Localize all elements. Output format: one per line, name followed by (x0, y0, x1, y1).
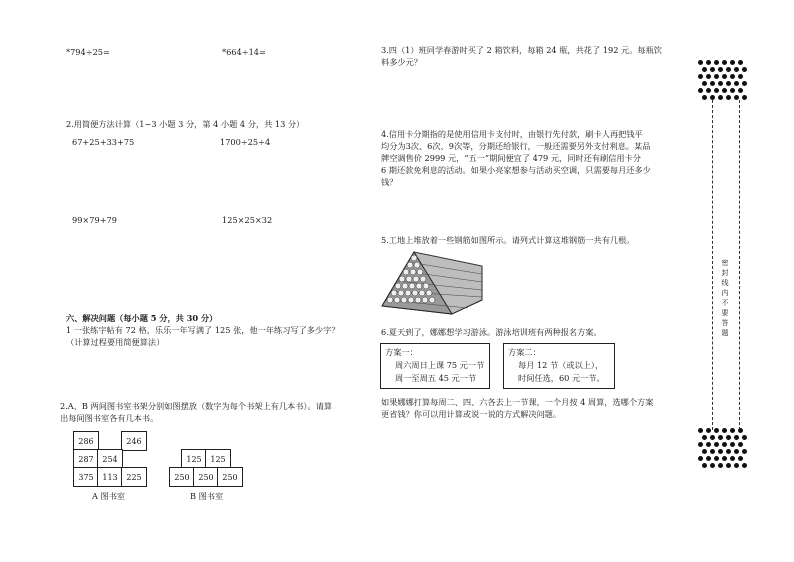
binding-dot (702, 449, 707, 454)
binding-dot (702, 67, 707, 72)
binding-dot (722, 88, 727, 93)
binding-dot (734, 435, 739, 440)
problem-3-line-1: 3.四（1）班同学春游时买了 2 箱饮料，每箱 24 瓶，共花了 192 元。每瓶饮 (381, 45, 662, 55)
problem-1-line-1: 1 一张练字帖有 72 格，乐乐一年写满了 125 张，他一年练习写了多少字？ (66, 325, 340, 335)
binding-dot (718, 463, 723, 468)
binding-dot (726, 81, 731, 86)
shelf-cell: 113 (97, 467, 123, 487)
binding-dot (702, 435, 707, 440)
binding-dot (710, 81, 715, 86)
binding-dot (726, 67, 731, 72)
problem-2-line-1: 2.A、B 两间图书室书架分别如图摆放（数字为每个书架上有几本书）。请算 (60, 401, 333, 411)
q2-item-1: 67+25+33+75 (72, 137, 135, 147)
problem-4-line-3: 牌空调售价 2999 元，“五一”期间便宜了 479 元，同时还有刷信用卡分 (381, 153, 641, 163)
binding-dot (742, 81, 747, 86)
binding-dot (734, 95, 739, 100)
binding-dot (742, 67, 747, 72)
binding-dot (698, 74, 703, 79)
binding-dot (742, 435, 747, 440)
shelf-cell: 250 (169, 467, 195, 487)
problem-1-line-2: （计算过程要用简便算法） (66, 337, 165, 347)
binding-dot (734, 449, 739, 454)
binding-dot (718, 449, 723, 454)
library-a-caption: A 图书室 (92, 491, 126, 501)
q2-item-4: 125×25×32 (222, 215, 273, 225)
problem-6-question-1: 如果娜娜打算每周二、四、六各去上一节课，一个月按 4 周算，选哪个方案 (381, 397, 654, 407)
section-6-title: 六、解决问题（每小题 5 分，共 30 分） (66, 313, 218, 323)
binding-dot (718, 95, 723, 100)
shelf-cell: 250 (193, 467, 219, 487)
binding-dot (738, 456, 743, 461)
binding-dot (730, 442, 735, 447)
binding-dot (714, 60, 719, 65)
plan-2-line-1: 每月 12 节（或以上）， (518, 360, 604, 370)
binding-dot (710, 463, 715, 468)
problem-4-line-1: 4.信用卡分期指的是使用信用卡支付时，由银行先付款，刷卡人再把钱平 (381, 129, 643, 139)
binding-dot (730, 74, 735, 79)
binding-dot (706, 428, 711, 433)
problem-4-line-5: 钱？ (381, 177, 398, 187)
shelf-cell: 125 (205, 449, 231, 469)
binding-dot (698, 442, 703, 447)
shelf-cell: 375 (73, 467, 99, 487)
q2-item-2: 1700÷25÷4 (220, 137, 271, 147)
shelf-cell: 254 (97, 449, 123, 469)
plan-1-box (380, 343, 490, 389)
steel-bar-pile-illustration (378, 244, 486, 316)
binding-dot (730, 88, 735, 93)
binding-dot (698, 60, 703, 65)
binding-dot (722, 74, 727, 79)
binding-dot (714, 456, 719, 461)
plan-2-line-2: 时间任选，60 元一节。 (518, 373, 605, 383)
binding-dot (714, 428, 719, 433)
plan-2-title: 方案二： (508, 347, 541, 357)
plan-1-title: 方案一： (385, 347, 418, 357)
binding-dot (738, 74, 743, 79)
binding-dot (710, 449, 715, 454)
binding-dot (722, 456, 727, 461)
binding-dot (722, 428, 727, 433)
binding-dot (706, 88, 711, 93)
binding-dot (706, 442, 711, 447)
binding-dot (698, 428, 703, 433)
plan-1-line-2: 周一至周五 45 元一节 (395, 373, 477, 383)
binding-dot (718, 435, 723, 440)
binding-dot (738, 442, 743, 447)
binding-dot (710, 67, 715, 72)
binding-dot (702, 95, 707, 100)
binding-dot (702, 463, 707, 468)
problem-3-line-2: 料多少元？ (381, 57, 422, 67)
binding-dot (742, 449, 747, 454)
binding-dot (734, 67, 739, 72)
binding-dot (726, 95, 731, 100)
shelf-cell: 125 (181, 449, 207, 469)
problem-6-line-1: 6.夏天到了，娜娜想学习游泳。游泳培训班有两种报名方案。 (381, 327, 602, 337)
binding-dot (710, 435, 715, 440)
binding-dot (742, 463, 747, 468)
binding-dot (714, 88, 719, 93)
binding-dots-bottom (698, 428, 748, 472)
binding-dot (718, 67, 723, 72)
binding-dot (706, 60, 711, 65)
q2-item-3: 99×79+79 (72, 215, 117, 225)
binding-dot (734, 463, 739, 468)
shelf-cell: 287 (73, 449, 99, 469)
plan-1-line-1: 周六周日上课 75 元一节 (395, 360, 485, 370)
binding-dot (730, 456, 735, 461)
binding-dot (738, 88, 743, 93)
binding-dot (742, 95, 747, 100)
plan-2-box (503, 343, 615, 389)
library-b-caption: B 图书室 (190, 491, 224, 501)
shelf-cell: 250 (217, 467, 243, 487)
problem-4-line-4: 6 期还款免利息的活动。如果小亮家想参与活动买空调，只需要每月还多少 (381, 165, 651, 175)
binding-dot (738, 60, 743, 65)
shelf-cell: 246 (121, 431, 147, 451)
shelf-cell: 286 (73, 431, 99, 451)
binding-dot (726, 435, 731, 440)
calc-item-a: *794÷25= (66, 47, 110, 57)
binding-dot (726, 463, 731, 468)
binding-dot (698, 456, 703, 461)
binding-dot (714, 442, 719, 447)
problem-6-question-2: 更省钱？你可以用计算或说一说的方式解决问题。 (381, 409, 562, 419)
problem-2-line-2: 出每间图书室各有几本书。 (60, 413, 159, 423)
binding-dot (702, 81, 707, 86)
problem-4-line-2: 均分为3次、6次、9次等，分期还给银行，一般还需要另外支付利息。某品 (381, 141, 651, 151)
binding-dot (698, 88, 703, 93)
binding-dot (730, 428, 735, 433)
binding-dots-top (698, 60, 748, 104)
q2-title: 2.用简便方法计算（1~3 小题 3 分，第 4 小题 4 分，共 13 分） (66, 119, 305, 129)
binding-dot (718, 81, 723, 86)
binding-dot (726, 449, 731, 454)
binding-dot (730, 60, 735, 65)
binding-dot (734, 81, 739, 86)
binding-dot (722, 442, 727, 447)
binding-dot (706, 74, 711, 79)
binding-dot (722, 60, 727, 65)
calc-item-b: *664÷14= (222, 47, 266, 57)
binding-margin-note: 密封线内不要答题 (721, 259, 729, 337)
binding-dot (738, 428, 743, 433)
problem-5-line-1: 5.工地上堆放着一些钢筋如图所示。请列式计算这堆钢筋一共有几根。 (381, 235, 635, 245)
binding-dot (710, 95, 715, 100)
binding-dot (706, 456, 711, 461)
shelf-cell: 225 (121, 467, 147, 487)
binding-dot (714, 74, 719, 79)
